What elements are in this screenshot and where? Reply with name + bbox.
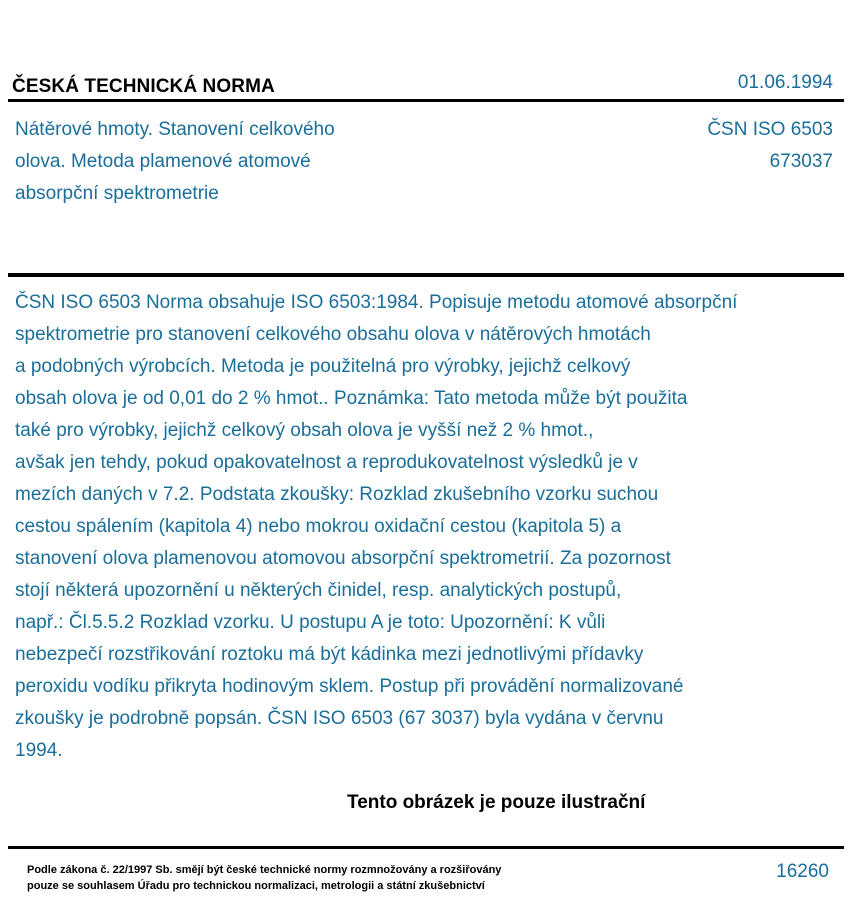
abstract-line: nebezpečí rozstřikování roztoku má být kádinka mezi jednotlivými přídavky xyxy=(15,644,644,665)
abstract-line: také pro výrobky, jejichž celkový obsah olova je vyšší než 2 % hmot., xyxy=(15,420,594,441)
middle-divider xyxy=(8,273,844,277)
abstract-line: obsah olova je od 0,01 do 2 % hmot.. Poznámka: Tato metoda může být použita xyxy=(15,388,688,409)
footer-legal-line: Podle zákona č. 22/1997 Sb. smějí být české technické normy rozmnožovány a rozšiřovány xyxy=(27,864,502,876)
abstract-line: avšak jen tehdy, pokud opakovatelnost a reprodukovatelnost výsledků je v xyxy=(15,452,638,473)
abstract-line: např.: Čl.5.5.2 Rozklad vzorku. U postupu A je toto: Upozornění: K vůli xyxy=(15,612,606,633)
bottom-divider xyxy=(8,846,844,849)
document-title-line: Nátěrové hmoty. Stanovení celkového xyxy=(15,119,335,140)
illustrative-note: Tento obrázek je pouze ilustrační xyxy=(347,792,646,813)
document-title-line: absorpční spektrometrie xyxy=(15,183,219,204)
abstract-line: stojí některá upozornění u některých činidel, resp. analytických postupů, xyxy=(15,580,622,601)
publication-date: 01.06.1994 xyxy=(737,72,833,93)
abstract-line: ČSN ISO 6503 Norma obsahuje ISO 6503:1984. Popisuje metodu atomové absorpční xyxy=(15,292,738,313)
catalog-number: 16260 xyxy=(776,861,829,882)
top-divider xyxy=(8,99,844,102)
abstract-line: zkoušky je podrobně popsán. ČSN ISO 6503 (67 3037) byla vydána v červnu xyxy=(15,708,664,729)
abstract-text xyxy=(15,287,837,767)
document-title-line: olova. Metoda plamenové atomové xyxy=(15,151,311,172)
document-codes xyxy=(707,114,833,178)
footer-legal-line: pouze se souhlasem Úřadu pro technickou normalizaci, metrologii a státní zkušebnictví xyxy=(27,880,485,892)
footer-legal-notice xyxy=(27,862,501,894)
abstract-line: stanovení olova plamenovou atomovou absorpční spektrometrií. Za pozornost xyxy=(15,548,671,569)
abstract-line: 1994. xyxy=(15,740,63,761)
document-title xyxy=(15,114,415,210)
abstract-line: cestou spálením (kapitola 4) nebo mokrou oxidační cestou (kapitola 5) a xyxy=(15,516,622,537)
abstract-line: peroxidu vodíku přikryta hodinovým sklem. Postup při provádění normalizované xyxy=(15,676,684,697)
abstract-line: mezích daných v 7.2. Podstata zkoušky: Rozklad zkušebního vzorku suchou xyxy=(15,484,659,505)
standard-code: ČSN ISO 6503 xyxy=(707,119,833,140)
norm-header-title: ČESKÁ TECHNICKÁ NORMA xyxy=(12,76,275,97)
abstract-line: spektrometrie pro stanovení celkového obsahu olova v nátěrových hmotách xyxy=(15,324,651,345)
abstract-line: a podobných výrobcích. Metoda je použitelná pro výrobky, jejichž celkový xyxy=(15,356,631,377)
class-number: 673037 xyxy=(769,151,833,172)
